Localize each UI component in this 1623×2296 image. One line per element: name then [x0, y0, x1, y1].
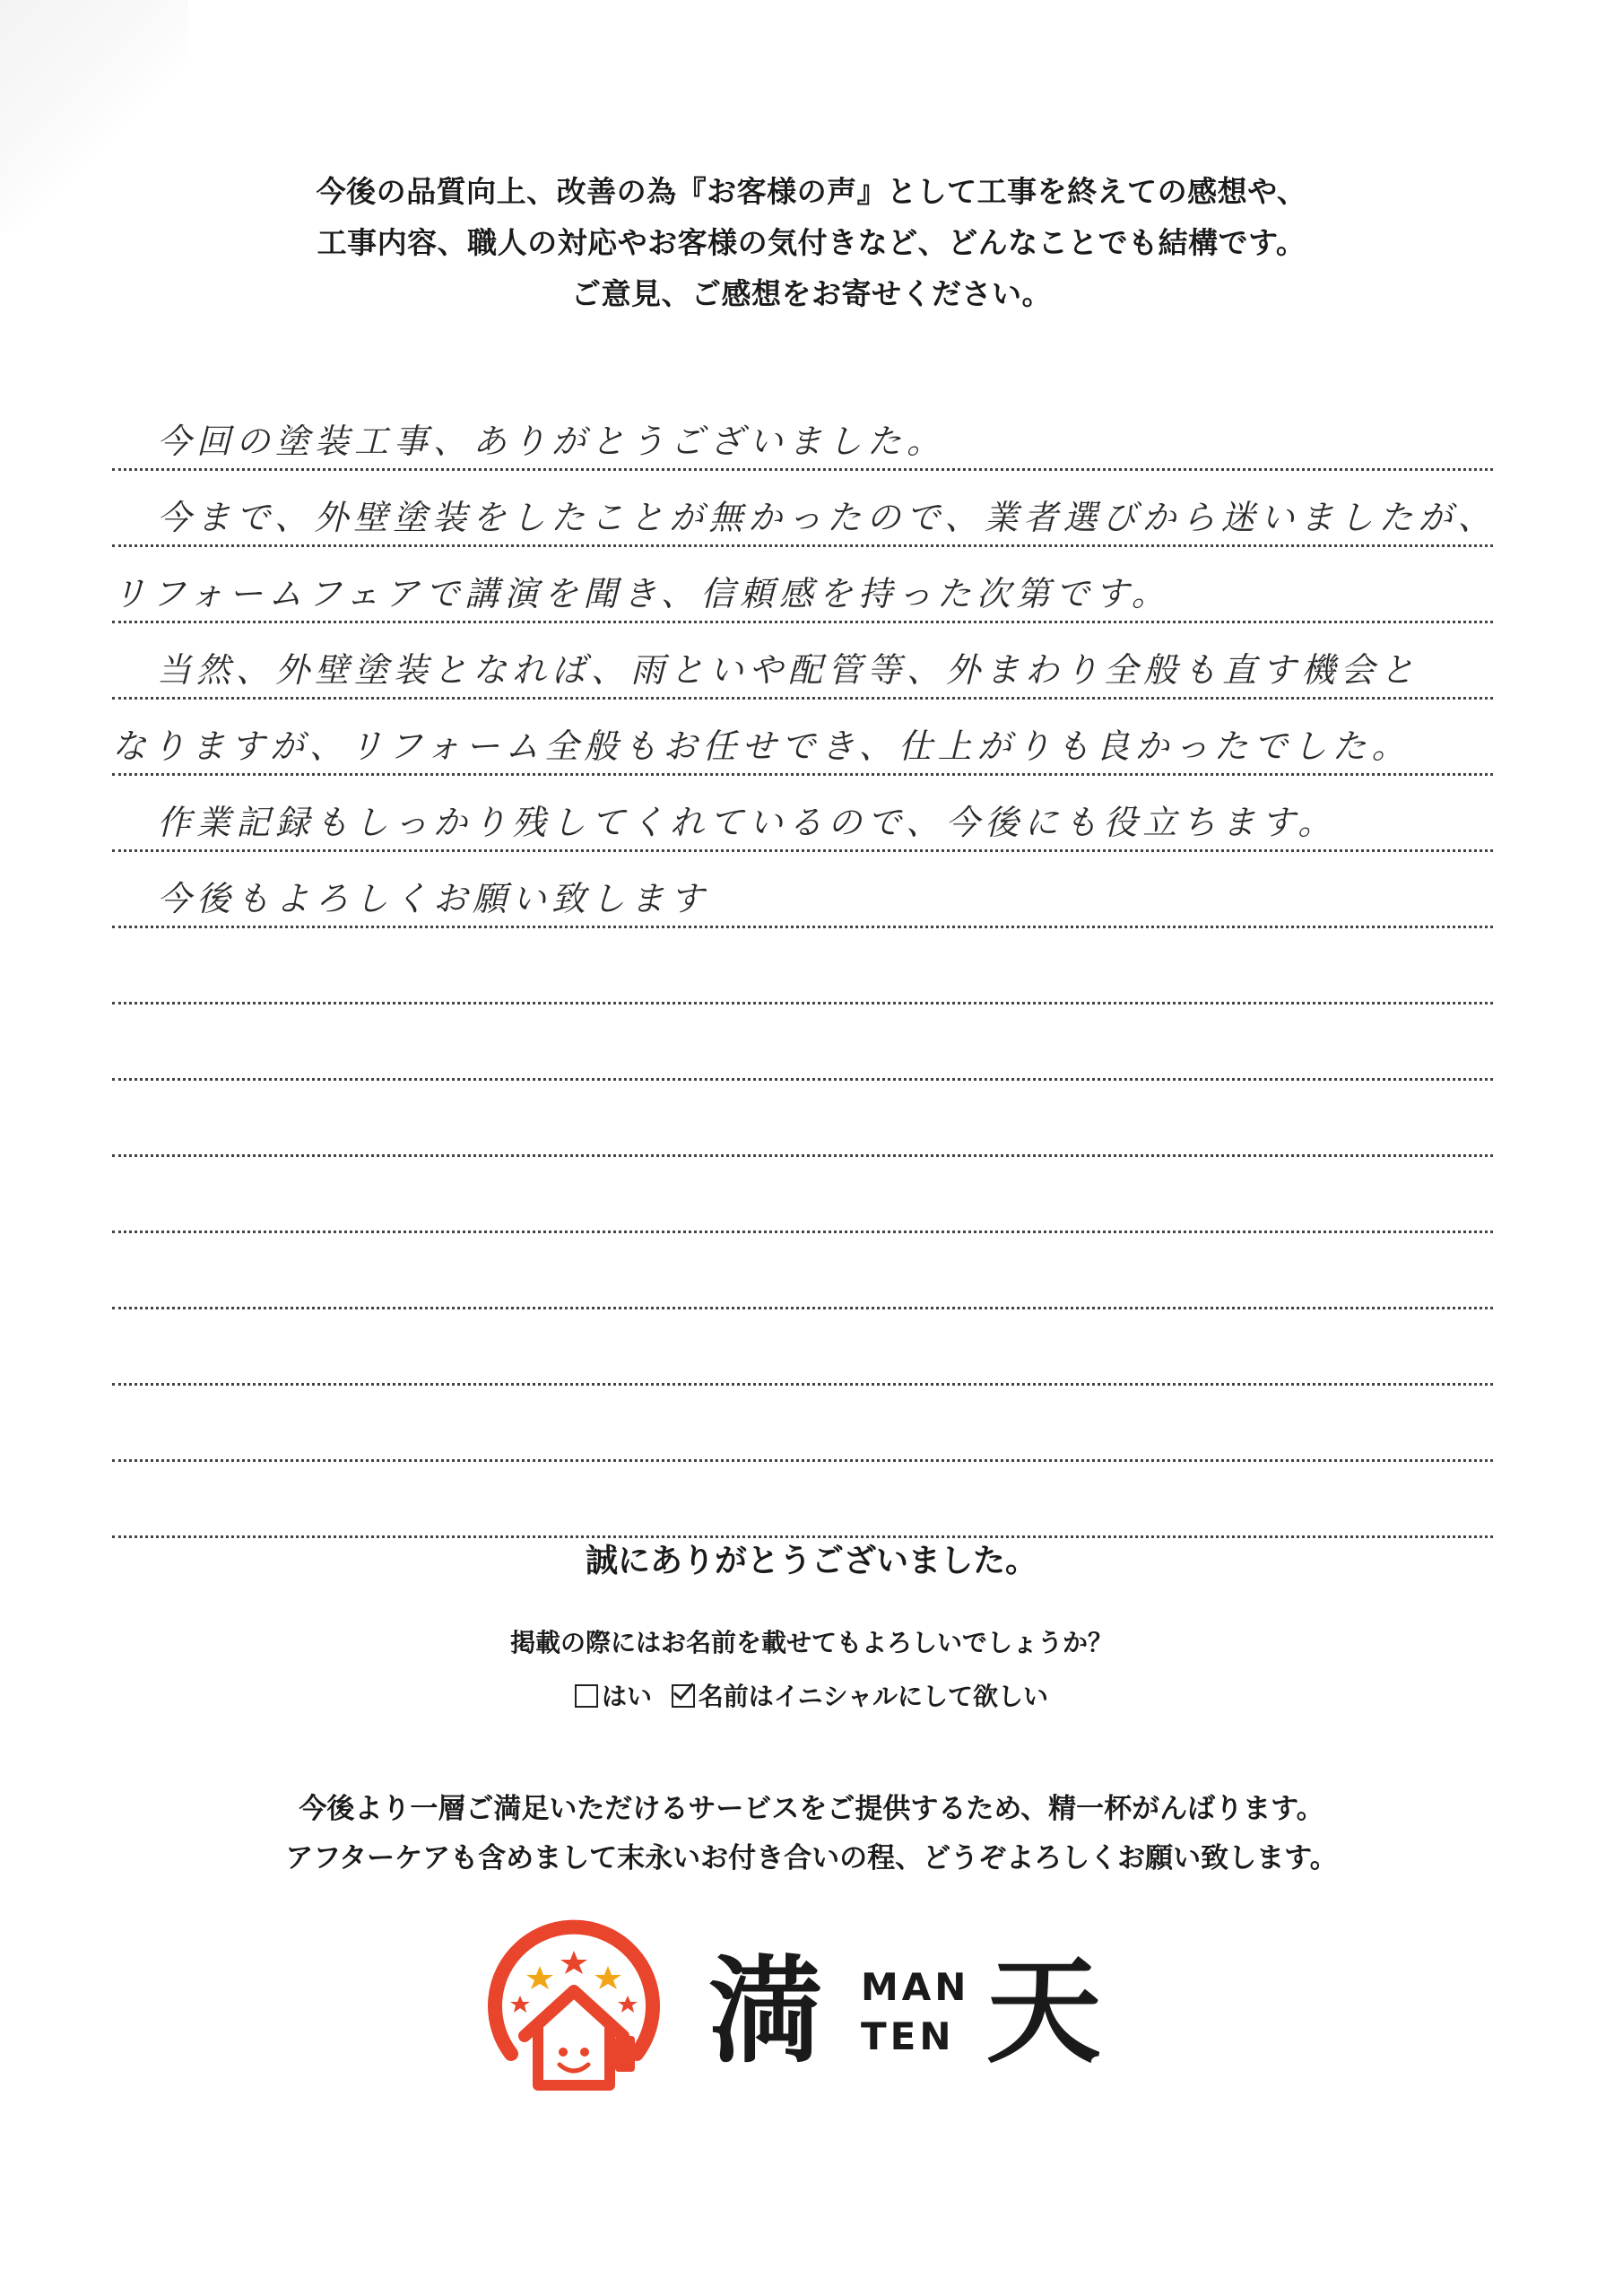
header-line-1: 今後の品質向上、改善の為『お客様の声』として工事を終えての感想や、 [316, 174, 1307, 209]
manten-logo [484, 1919, 1112, 2099]
handwritten-line: 今まで、外壁塗装をしたことが無かったので、業者選びから迷いましたが、 [157, 498, 1497, 537]
ruled-line [112, 1462, 1493, 1538]
thanks-message: 誠にありがとうございました。 [585, 1543, 1037, 1579]
ruled-line [112, 1157, 1493, 1233]
publish-name-question: 掲載の際にはお名前を載せてもよろしいでしょうか？ [509, 1628, 1113, 1657]
logo-kanji-man: 満 [708, 1945, 824, 2079]
ruled-line [112, 1004, 1493, 1081]
ruled-line [112, 1233, 1493, 1309]
header-line-2: 工事内容、職人の対応やお客様の気付きなど、どんなことでも結構です。 [317, 225, 1306, 260]
ruled-line [112, 700, 1493, 776]
ruled-line [112, 471, 1497, 547]
handwritten-line: 当然、外壁塗装となれば、雨といや配管等、外まわり全般も直す機会と [157, 650, 1420, 690]
ruled-line [112, 1386, 1493, 1462]
handwritten-comment-area [112, 395, 1497, 1538]
handwritten-line: 今回の塗装工事、ありがとうございました。 [157, 422, 947, 461]
option-yes-label: はい [601, 1682, 652, 1711]
house-emblem-icon [484, 1919, 664, 2099]
publish-name-options [0, 1677, 1623, 1713]
logo-latin-ten: TEN [861, 2014, 955, 2058]
handwritten-line: なりますが、リフォーム全般もお任せでき、仕上がりも良かったでした。 [112, 726, 1411, 766]
instruction-header [0, 166, 1623, 319]
option-initials[interactable] [672, 1677, 1048, 1713]
closing-line-1: 今後より一層ご満足いただけるサービスをご提供するため、精一杯がんばります。 [299, 1793, 1324, 1825]
ruled-line [112, 1081, 1493, 1157]
handwritten-line: 作業記録もしっかり残してくれているので、今後にも役立ちます。 [157, 803, 1338, 842]
ruled-line [112, 776, 1493, 852]
checkbox-yes[interactable] [575, 1684, 598, 1708]
ruled-line [112, 623, 1493, 700]
ruled-line [112, 852, 1493, 928]
ruled-line [112, 547, 1493, 623]
handwritten-line: 今後もよろしくお願い致します [157, 879, 710, 918]
handwritten-line: リフォームフェアで講演を聞き、信頼感を持った次第です。 [112, 574, 1171, 613]
logo-latin-man: MAN [861, 1965, 970, 2009]
option-yes[interactable] [575, 1677, 652, 1713]
ruled-line [112, 395, 1493, 471]
closing-line-2: アフターケアも含めまして末永いお付き合いの程、どうぞよろしくお願い致します。 [285, 1842, 1338, 1874]
option-initials-label: 名前はイニシャルにして欲しい [698, 1682, 1049, 1711]
ruled-line [112, 1309, 1493, 1386]
header-line-3: ご意見、ご感想をお寄せください。 [571, 276, 1052, 311]
checkbox-initials[interactable] [672, 1684, 695, 1708]
logo-kanji-ten: 天 [986, 1945, 1102, 2079]
ruled-line [112, 928, 1493, 1004]
closing-message [0, 1785, 1623, 1883]
